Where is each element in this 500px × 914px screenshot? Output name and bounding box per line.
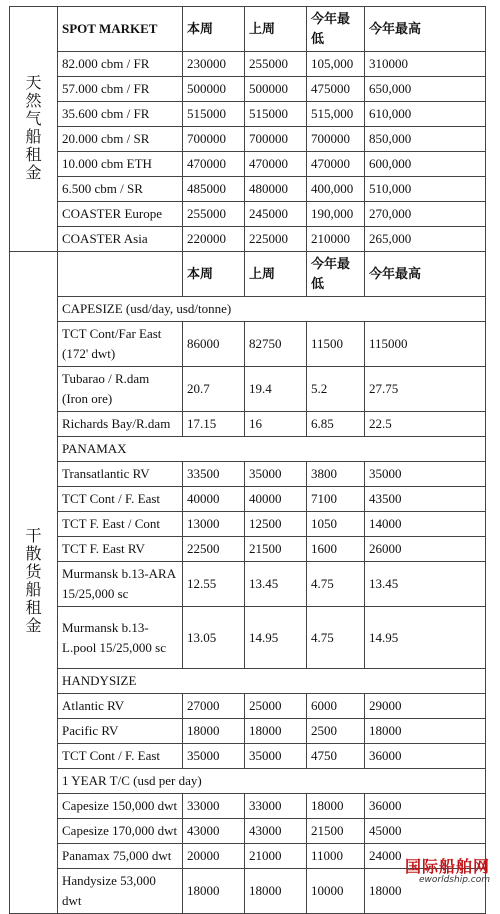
route-cell: 57.000 cbm / FR: [58, 77, 183, 102]
rate-cell: 29000: [365, 694, 486, 719]
dry-row: [10, 607, 486, 669]
dry-row: [10, 819, 486, 844]
group-title: PANAMAX: [58, 437, 486, 462]
route-cell: TCT Cont/Far East (172' dwt): [58, 322, 183, 367]
rate-cell: 19.4: [245, 367, 307, 412]
route-cell: Atlantic RV: [58, 694, 183, 719]
rate-cell: 40000: [245, 487, 307, 512]
lng-row: [10, 202, 486, 227]
rate-cell: 86000: [183, 322, 245, 367]
rate-cell: 18000: [365, 869, 486, 914]
rate-cell: 13000: [183, 512, 245, 537]
dry-row: [10, 512, 486, 537]
route-cell: Handysize 53,000 dwt: [58, 869, 183, 914]
rate-cell: 485000: [183, 177, 245, 202]
dry-row: [10, 744, 486, 769]
rate-cell: 18000: [245, 869, 307, 914]
rate-cell: 18000: [365, 719, 486, 744]
dry-row: [10, 794, 486, 819]
route-cell: 20.000 cbm / SR: [58, 127, 183, 152]
lng-row: [10, 102, 486, 127]
rate-cell: 480000: [245, 177, 307, 202]
rate-cell: 16: [245, 412, 307, 437]
rate-cell: 650,000: [365, 77, 486, 102]
dry-section-label: 干散货船租金: [25, 528, 42, 635]
charter-rates-table: [9, 6, 486, 914]
rate-cell: 470000: [307, 152, 365, 177]
rate-cell: 245000: [245, 202, 307, 227]
rate-cell: 210000: [307, 227, 365, 252]
rate-cell: 18000: [245, 719, 307, 744]
charter-rates-body: [10, 7, 486, 914]
dry-group-row: [10, 669, 486, 694]
rate-cell: 4.75: [307, 607, 365, 669]
rate-cell: 105,000: [307, 52, 365, 77]
rate-cell: 190,000: [307, 202, 365, 227]
rate-cell: 310000: [365, 52, 486, 77]
route-cell: 10.000 cbm ETH: [58, 152, 183, 177]
route-cell: COASTER Europe: [58, 202, 183, 227]
rate-cell: 510,000: [365, 177, 486, 202]
rate-cell: 4.75: [307, 562, 365, 607]
lng-header-row: [10, 7, 486, 52]
rate-cell: 43500: [365, 487, 486, 512]
rate-cell: 14.95: [245, 607, 307, 669]
route-cell: Murmansk b.13-L.pool 15/25,000 sc: [58, 607, 183, 669]
rate-cell: 27.75: [365, 367, 486, 412]
rate-cell: 13.45: [365, 562, 486, 607]
rate-cell: 4750: [307, 744, 365, 769]
lng-header-cell: 本周: [183, 7, 245, 52]
dry-header-cell: 本周: [183, 252, 245, 297]
rate-cell: 400,000: [307, 177, 365, 202]
rate-cell: 115000: [365, 322, 486, 367]
dry-header-cell: [58, 252, 183, 297]
rate-cell: 7100: [307, 487, 365, 512]
route-cell: Richards Bay/R.dam: [58, 412, 183, 437]
lng-row: [10, 152, 486, 177]
lng-row: [10, 77, 486, 102]
dry-row: [10, 562, 486, 607]
lng-section-label-cell: [10, 7, 58, 252]
rate-cell: 700000: [307, 127, 365, 152]
lng-header-cell: SPOT MARKET: [58, 7, 183, 52]
dry-header-cell: 上周: [245, 252, 307, 297]
rate-cell: 2500: [307, 719, 365, 744]
dry-header-cell: 今年最低: [307, 252, 365, 297]
rate-cell: 40000: [183, 487, 245, 512]
rate-cell: 600,000: [365, 152, 486, 177]
rate-cell: 270,000: [365, 202, 486, 227]
rate-cell: 515000: [245, 102, 307, 127]
route-cell: Capesize 150,000 dwt: [58, 794, 183, 819]
rate-cell: 22.5: [365, 412, 486, 437]
rate-cell: 35000: [365, 462, 486, 487]
rate-cell: 255000: [183, 202, 245, 227]
dry-row: [10, 322, 486, 367]
rate-cell: 6.85: [307, 412, 365, 437]
route-cell: TCT F. East RV: [58, 537, 183, 562]
dry-group-row: [10, 437, 486, 462]
route-cell: Transatlantic RV: [58, 462, 183, 487]
route-cell: Tubarao / R.dam (Iron ore): [58, 367, 183, 412]
rate-cell: 21000: [245, 844, 307, 869]
dry-group-row: [10, 769, 486, 794]
rate-cell: 82750: [245, 322, 307, 367]
lng-header-cell: 今年最高: [365, 7, 486, 52]
dry-header-cell: 今年最高: [365, 252, 486, 297]
rate-cell: 850,000: [365, 127, 486, 152]
rate-cell: 5.2: [307, 367, 365, 412]
rate-cell: 33000: [245, 794, 307, 819]
rate-cell: 27000: [183, 694, 245, 719]
rate-cell: 475000: [307, 77, 365, 102]
rate-cell: 12.55: [183, 562, 245, 607]
dry-row: [10, 719, 486, 744]
rate-cell: 33000: [183, 794, 245, 819]
rate-cell: 35000: [183, 744, 245, 769]
rate-cell: 230000: [183, 52, 245, 77]
lng-header-cell: 上周: [245, 7, 307, 52]
rate-cell: 515000: [183, 102, 245, 127]
route-cell: Capesize 170,000 dwt: [58, 819, 183, 844]
dry-header-row: [10, 252, 486, 297]
rate-cell: 35000: [245, 462, 307, 487]
logo-text-en: eworldship.com: [418, 875, 490, 885]
lng-row: [10, 127, 486, 152]
rate-cell: 17.15: [183, 412, 245, 437]
rate-cell: 500000: [245, 77, 307, 102]
rate-cell: 515,000: [307, 102, 365, 127]
dry-row: [10, 537, 486, 562]
route-cell: TCT F. East / Cont: [58, 512, 183, 537]
rate-cell: 35000: [245, 744, 307, 769]
rate-cell: 22500: [183, 537, 245, 562]
rate-cell: 3800: [307, 462, 365, 487]
rate-cell: 20000: [183, 844, 245, 869]
lng-section-label: 天然气船租金: [25, 74, 42, 182]
rate-cell: 18000: [183, 869, 245, 914]
group-title: 1 YEAR T/C (usd per day): [58, 769, 486, 794]
rate-cell: 18000: [307, 794, 365, 819]
rate-cell: 12500: [245, 512, 307, 537]
group-title: CAPESIZE (usd/day, usd/tonne): [58, 297, 486, 322]
dry-row: [10, 412, 486, 437]
lng-header-cell: 今年最低: [307, 7, 365, 52]
rate-cell: 265,000: [365, 227, 486, 252]
route-cell: TCT Cont / F. East: [58, 744, 183, 769]
route-cell: Pacific RV: [58, 719, 183, 744]
rate-cell: 25000: [245, 694, 307, 719]
dry-row: [10, 367, 486, 412]
rate-cell: 36000: [365, 744, 486, 769]
route-cell: 35.600 cbm / FR: [58, 102, 183, 127]
rate-cell: 470000: [245, 152, 307, 177]
rate-cell: 14000: [365, 512, 486, 537]
route-cell: COASTER Asia: [58, 227, 183, 252]
rate-cell: 1050: [307, 512, 365, 537]
route-cell: TCT Cont / F. East: [58, 487, 183, 512]
rate-cell: 220000: [183, 227, 245, 252]
rate-cell: 700000: [245, 127, 307, 152]
lng-row: [10, 227, 486, 252]
rate-cell: 255000: [245, 52, 307, 77]
rate-cell: 500000: [183, 77, 245, 102]
dry-row: [10, 694, 486, 719]
dry-section-label-cell: [10, 252, 58, 914]
rate-cell: 43000: [183, 819, 245, 844]
route-cell: Murmansk b.13-ARA 15/25,000 sc: [58, 562, 183, 607]
dry-row: [10, 487, 486, 512]
rate-cell: 6000: [307, 694, 365, 719]
site-logo: [405, 854, 490, 885]
rate-cell: 13.45: [245, 562, 307, 607]
rate-cell: 470000: [183, 152, 245, 177]
rate-cell: 11500: [307, 322, 365, 367]
logo-text-cn: 国际船舶网: [404, 857, 490, 876]
rate-cell: 11000: [307, 844, 365, 869]
rate-cell: 700000: [183, 127, 245, 152]
rate-cell: 24000: [365, 844, 486, 869]
dry-group-row: [10, 297, 486, 322]
rate-cell: 26000: [365, 537, 486, 562]
rate-cell: 21500: [245, 537, 307, 562]
route-cell: 82.000 cbm / FR: [58, 52, 183, 77]
rate-cell: 36000: [365, 794, 486, 819]
rate-cell: 45000: [365, 819, 486, 844]
rate-cell: 43000: [245, 819, 307, 844]
rate-cell: 13.05: [183, 607, 245, 669]
route-cell: 6.500 cbm / SR: [58, 177, 183, 202]
rate-cell: 1600: [307, 537, 365, 562]
rate-cell: 610,000: [365, 102, 486, 127]
rate-cell: 10000: [307, 869, 365, 914]
rate-cell: 21500: [307, 819, 365, 844]
lng-row: [10, 177, 486, 202]
rate-cell: 14.95: [365, 607, 486, 669]
dry-row: [10, 462, 486, 487]
route-cell: Panamax 75,000 dwt: [58, 844, 183, 869]
group-title: HANDYSIZE: [58, 669, 486, 694]
rate-cell: 225000: [245, 227, 307, 252]
rate-cell: 20.7: [183, 367, 245, 412]
rate-cell: 18000: [183, 719, 245, 744]
rate-cell: 33500: [183, 462, 245, 487]
lng-row: [10, 52, 486, 77]
